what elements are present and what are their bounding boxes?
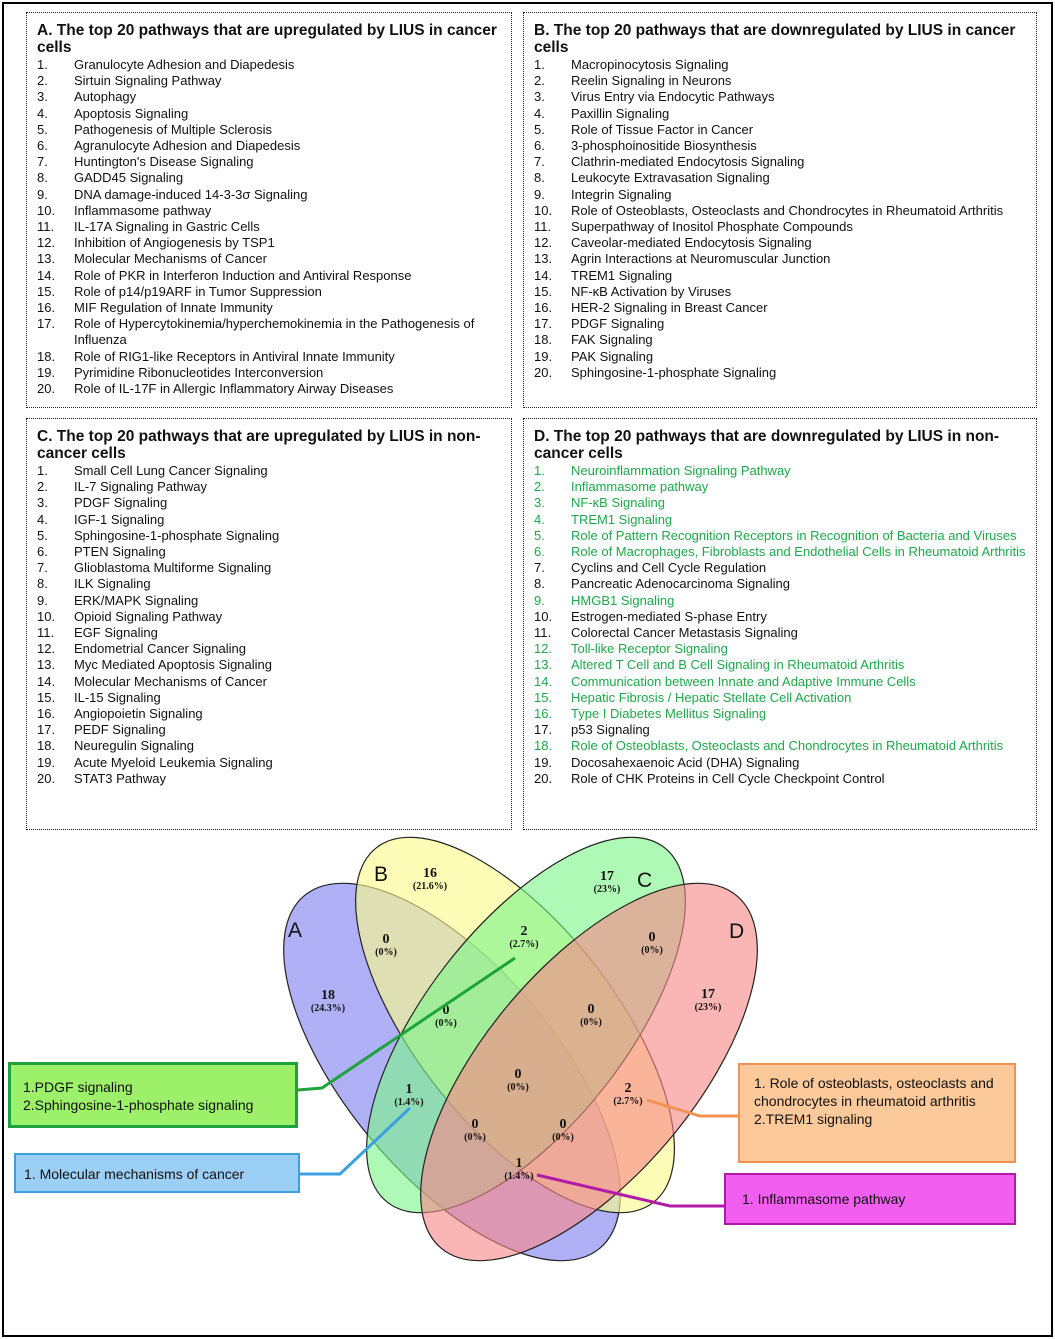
panel-a-title: A. The top 20 pathways that are upregulated by LIUS in cancer cells bbox=[37, 22, 497, 56]
list-item-number: 13. bbox=[534, 251, 553, 267]
list-item-number: 17. bbox=[534, 722, 553, 738]
list-item-number: 4. bbox=[534, 105, 545, 121]
list-item-text: PAK Signaling bbox=[571, 348, 654, 364]
list-item-text: Angiopoietin Signaling bbox=[74, 706, 203, 722]
list-item-number: 6. bbox=[37, 138, 48, 154]
list-item-text: DNA damage-induced 14-3-3σ Signaling bbox=[74, 186, 308, 202]
list-item-number: 3. bbox=[534, 89, 545, 105]
list-item-text: Sirtuin Signaling Pathway bbox=[74, 73, 222, 89]
list-item-text: Glioblastoma Multiforme Signaling bbox=[74, 560, 272, 576]
list-item-number: 4. bbox=[37, 511, 48, 527]
list-item-number: 12. bbox=[534, 235, 553, 251]
list-item-text: GADD45 Signaling bbox=[74, 170, 184, 186]
venn-ellipses bbox=[224, 786, 818, 1316]
callout-magenta bbox=[724, 1173, 1016, 1225]
region-ab-pct: (0%) bbox=[375, 947, 397, 958]
region-bd-pct: (2.7%) bbox=[613, 1096, 643, 1107]
list-item-text: Inflammasome pathway bbox=[571, 479, 709, 495]
list-item-number: 5. bbox=[534, 527, 545, 543]
list-item-number: 11. bbox=[37, 625, 55, 641]
list-item-number: 3. bbox=[37, 495, 48, 511]
region-abc-count: 0 bbox=[442, 1003, 450, 1018]
region-b-count: 16 bbox=[423, 866, 437, 881]
callout-blue bbox=[14, 1153, 300, 1193]
list-item-text: Inhibition of Angiogenesis by TSP1 bbox=[74, 235, 275, 251]
list-item-number: 11. bbox=[534, 625, 552, 641]
list-item-text: PTEN Signaling bbox=[74, 544, 166, 560]
list-item-number: 18. bbox=[534, 738, 553, 754]
list-item-number: 19. bbox=[37, 364, 56, 380]
region-abcd-pct: (0%) bbox=[507, 1082, 529, 1093]
panel-c-title: C. The top 20 pathways that are upregulated by LIUS in non-cancer cells bbox=[37, 428, 481, 462]
list-item-number: 20. bbox=[534, 364, 553, 380]
list-item-text: Colorectal Cancer Metastasis Signaling bbox=[571, 625, 798, 641]
callout-green-text: 1.PDGF signaling 2.Sphingosine-1-phosphate signaling bbox=[23, 1079, 254, 1113]
list-item-text: Clathrin-mediated Endocytosis Signaling bbox=[571, 154, 805, 170]
list-item-text: Opioid Signaling Pathway bbox=[74, 608, 223, 624]
list-item-text: Type I Diabetes Mellitus Signaling bbox=[571, 706, 767, 722]
callout-magenta-text: 1. Inflammasome pathway bbox=[742, 1191, 906, 1207]
list-item-text: Estrogen-mediated S-phase Entry bbox=[571, 608, 767, 624]
list-item-number: 17. bbox=[37, 316, 56, 332]
region-ad-count: 1 bbox=[515, 1156, 523, 1171]
list-item-number: 16. bbox=[534, 300, 553, 316]
list-item-text: Role of Pattern Recognition Receptors in Recognition of Bacteria and Viruses bbox=[571, 527, 1017, 543]
region-d-pct: (23%) bbox=[694, 1002, 722, 1013]
list-item-text: IL-17A Signaling in Gastric Cells bbox=[74, 219, 260, 235]
list-item-number: 6. bbox=[37, 544, 48, 560]
list-item-text: Toll-like Receptor Signaling bbox=[571, 641, 728, 657]
list-item-text: Reelin Signaling in Neurons bbox=[571, 73, 732, 89]
list-item-text: Sphingosine-1-phosphate Signaling bbox=[74, 527, 280, 543]
list-item-text: Sphingosine-1-phosphate Signaling bbox=[571, 364, 777, 380]
list-item-number: 19. bbox=[534, 348, 553, 364]
region-d-count: 17 bbox=[701, 987, 715, 1002]
venn-label-c: C bbox=[637, 869, 653, 892]
region-abd-pct: (0%) bbox=[552, 1132, 574, 1143]
list-item-number: 15. bbox=[534, 689, 553, 705]
list-item-text: Integrin Signaling bbox=[571, 186, 672, 202]
list-item-text: TREM1 Signaling bbox=[571, 267, 673, 283]
region-a-count: 18 bbox=[321, 988, 335, 1003]
list-item-text: Pathogenesis of Multiple Sclerosis bbox=[74, 121, 272, 137]
list-item-text: ILK Signaling bbox=[74, 576, 151, 592]
list-item-number: 14. bbox=[534, 267, 553, 283]
list-item-text: Role of PKR in Interferon Induction and Antiviral Response bbox=[74, 267, 412, 283]
list-item-number: 1. bbox=[37, 57, 48, 72]
list-item-text: Endometrial Cancer Signaling bbox=[74, 641, 246, 657]
list-item-text: Autophagy bbox=[74, 89, 137, 105]
region-bc-count: 2 bbox=[520, 924, 528, 939]
list-item-text: PDGF Signaling bbox=[571, 316, 665, 332]
region-b-pct: (21.6%) bbox=[412, 881, 448, 892]
list-item-number: 3. bbox=[37, 89, 48, 105]
list-item-number: 9. bbox=[534, 186, 545, 202]
list-item-text: Role of CHK Proteins in Cell Cycle Checkpoint Control bbox=[571, 770, 885, 786]
callout-blue-text: 1. Molecular mechanisms of cancer bbox=[24, 1166, 245, 1182]
list-item-text: Docosahexaenoic Acid (DHA) Signaling bbox=[571, 754, 800, 770]
panel-d-title: D. The top 20 pathways that are downregulated by LIUS in non-cancer cells bbox=[534, 428, 1000, 462]
list-item-text: Role of p14/p19ARF in Tumor Suppression bbox=[74, 283, 322, 299]
list-item-number: 17. bbox=[534, 316, 553, 332]
list-item-text: IL-7 Signaling Pathway bbox=[74, 479, 207, 495]
list-item-number: 2. bbox=[534, 479, 545, 495]
list-item-number: 16. bbox=[37, 300, 56, 316]
list-item-text: PEDF Signaling bbox=[74, 722, 166, 738]
list-item-text: TREM1 Signaling bbox=[571, 511, 673, 527]
list-item-text: Leukocyte Extravasation Signaling bbox=[571, 170, 770, 186]
list-item-text: Inflammasome pathway bbox=[74, 202, 212, 218]
list-item-number: 18. bbox=[37, 738, 56, 754]
list-item-text: Caveolar-mediated Endocytosis Signaling bbox=[571, 235, 812, 251]
list-item-text: Molecular Mechanisms of Cancer bbox=[74, 251, 267, 267]
list-item-number: 2. bbox=[37, 479, 48, 495]
list-item-number: 14. bbox=[37, 267, 56, 283]
list-item-number: 14. bbox=[534, 673, 553, 689]
list-item-text: Virus Entry via Endocytic Pathways bbox=[571, 89, 775, 105]
region-bcd-pct: (0%) bbox=[580, 1017, 602, 1028]
venn-label-a: A bbox=[288, 919, 303, 942]
list-item-number: 8. bbox=[534, 170, 545, 186]
venn-label-d: D bbox=[729, 920, 745, 943]
region-bcd-count: 0 bbox=[587, 1002, 595, 1017]
list-item-number: 18. bbox=[534, 332, 553, 348]
list-item-number: 6. bbox=[534, 544, 545, 560]
region-ac-pct: (1.4%) bbox=[394, 1097, 424, 1108]
list-item-number: 13. bbox=[37, 251, 56, 267]
region-bd-count: 2 bbox=[624, 1081, 632, 1096]
region-c-count: 17 bbox=[600, 869, 614, 884]
list-item-number: 7. bbox=[534, 560, 545, 576]
list-item-text: MIF Regulation of Innate Immunity bbox=[74, 300, 273, 316]
list-item-number: 16. bbox=[534, 706, 553, 722]
list-item-number: 7. bbox=[37, 154, 48, 170]
region-acd-count: 0 bbox=[471, 1117, 479, 1132]
list-item-number: 9. bbox=[37, 186, 48, 202]
list-item-number: 17. bbox=[37, 722, 56, 738]
list-item-text: NF-κB Activation by Viruses bbox=[571, 283, 732, 299]
list-item-text: Role of Osteoblasts, Osteoclasts and Chondrocytes in Rheumatoid Arthritis bbox=[571, 738, 1004, 754]
list-item-text: Agranulocyte Adhesion and Diapedesis bbox=[74, 138, 301, 154]
list-item-number: 20. bbox=[37, 770, 56, 786]
list-item-text: Huntington's Disease Signaling bbox=[74, 154, 254, 170]
list-item-text: Neuregulin Signaling bbox=[74, 738, 194, 754]
region-cd-pct: (0%) bbox=[641, 945, 663, 956]
list-item-number: 7. bbox=[37, 560, 48, 576]
list-item-number: 10. bbox=[534, 608, 553, 624]
list-item-number: 11. bbox=[534, 219, 552, 235]
list-item-text: Small Cell Lung Cancer Signaling bbox=[74, 463, 268, 478]
list-item-number: 2. bbox=[37, 73, 48, 89]
list-item-number: 12. bbox=[37, 235, 56, 251]
list-item-text: Acute Myeloid Leukemia Signaling bbox=[74, 754, 273, 770]
list-item-text: NF-κB Signaling bbox=[571, 495, 665, 511]
list-item-number: 9. bbox=[534, 592, 545, 608]
list-item-number: 8. bbox=[534, 576, 545, 592]
list-item-number: 10. bbox=[534, 202, 553, 218]
region-c-pct: (23%) bbox=[593, 884, 621, 895]
list-item-text: Communication between Innate and Adaptive Immune Cells bbox=[571, 673, 916, 689]
list-item-text: Cyclins and Cell Cycle Regulation bbox=[571, 560, 767, 576]
list-item-number: 12. bbox=[37, 641, 56, 657]
list-item-text: Myc Mediated Apoptosis Signaling bbox=[74, 657, 273, 673]
list-item-number: 7. bbox=[534, 154, 545, 170]
list-item-text: Macropinocytosis Signaling bbox=[571, 57, 729, 72]
region-ac-count: 1 bbox=[405, 1082, 413, 1097]
list-item-number: 20. bbox=[534, 770, 553, 786]
list-item-text: EGF Signaling bbox=[74, 625, 158, 641]
list-item-text: Pancreatic Adenocarcinoma Signaling bbox=[571, 576, 790, 592]
list-item-text: p53 Signaling bbox=[571, 722, 650, 738]
list-item-text: Altered T Cell and B Cell Signaling in Rheumatoid Arthritis bbox=[571, 657, 905, 673]
region-acd-pct: (0%) bbox=[464, 1132, 486, 1143]
list-item-number: 4. bbox=[534, 511, 545, 527]
list-item-number: 1. bbox=[37, 463, 48, 478]
list-item-number: 1. bbox=[534, 463, 545, 478]
list-item-number: 5. bbox=[37, 527, 48, 543]
list-item-text: Paxillin Signaling bbox=[571, 105, 670, 121]
list-item-text: Role of RIG1-like Receptors in Antiviral Innate Immunity bbox=[74, 348, 395, 364]
region-abd-count: 0 bbox=[559, 1117, 567, 1132]
list-item-number: 19. bbox=[534, 754, 553, 770]
list-item-text: 3-phosphoinositide Biosynthesis bbox=[571, 138, 757, 154]
list-item-text: Role of Tissue Factor in Cancer bbox=[571, 121, 754, 137]
list-item-number: 13. bbox=[37, 657, 56, 673]
venn-label-b: B bbox=[374, 863, 389, 886]
list-item-text: Hepatic Fibrosis / Hepatic Stellate Cell Activation bbox=[571, 689, 852, 705]
list-item-text: Neuroinflammation Signaling Pathway bbox=[571, 463, 791, 478]
list-item-text: Superpathway of Inositol Phosphate Compounds bbox=[571, 219, 853, 235]
list-item-text: Molecular Mechanisms of Cancer bbox=[74, 673, 267, 689]
list-item-number: 5. bbox=[534, 121, 545, 137]
list-item-number: 13. bbox=[534, 657, 553, 673]
callout-orange-text: 1. Role of osteoblasts, osteoclasts and chondrocytes in rheumatoid arthritis 2.TREM1 signaling bbox=[754, 1075, 994, 1127]
list-item-number: 10. bbox=[37, 202, 56, 218]
list-item-number: 11. bbox=[37, 219, 55, 235]
list-item-number: 1. bbox=[534, 57, 545, 72]
list-item-number: 12. bbox=[534, 641, 553, 657]
list-item-number: 4. bbox=[37, 105, 48, 121]
list-item-number: 8. bbox=[37, 170, 48, 186]
list-item-number: 14. bbox=[37, 673, 56, 689]
list-item-text: HER-2 Signaling in Breast Cancer bbox=[571, 300, 768, 316]
list-item-number: 16. bbox=[37, 706, 56, 722]
region-ad-pct: (1.4%) bbox=[504, 1171, 534, 1182]
list-item-text: Pyrimidine Ribonucleotides Interconversion bbox=[74, 364, 324, 380]
list-item-number: 18. bbox=[37, 348, 56, 364]
list-item-text: Role of Macrophages, Fibroblasts and Endothelial Cells in Rheumatoid Arthritis bbox=[571, 544, 1026, 560]
list-item-number: 20. bbox=[37, 381, 56, 397]
list-item-number: 5. bbox=[37, 121, 48, 137]
list-item-number: 15. bbox=[37, 283, 56, 299]
list-item-text: STAT3 Pathway bbox=[74, 770, 166, 786]
callout-orange bbox=[738, 1063, 1016, 1163]
region-ab-count: 0 bbox=[382, 932, 390, 947]
list-item-text: HMGB1 Signaling bbox=[571, 592, 675, 608]
list-item-text: Role of IL-17F in Allergic Inflammatory Airway Diseases bbox=[74, 381, 394, 397]
region-cd-count: 0 bbox=[648, 930, 656, 945]
region-abc-pct: (0%) bbox=[435, 1018, 457, 1029]
list-item-text: Role of Hypercytokinemia/hyperchemokinemia in the Pathogenesis of Influenza bbox=[74, 316, 475, 348]
list-item-number: 10. bbox=[37, 608, 56, 624]
list-item-number: 2. bbox=[534, 73, 545, 89]
list-item-number: 8. bbox=[37, 576, 48, 592]
list-item-number: 15. bbox=[37, 689, 56, 705]
callout-green bbox=[8, 1062, 298, 1128]
list-item-text: ERK/MAPK Signaling bbox=[74, 592, 199, 608]
list-item-text: IL-15 Signaling bbox=[74, 689, 161, 705]
list-item-text: FAK Signaling bbox=[571, 332, 653, 348]
list-item-text: IGF-1 Signaling bbox=[74, 511, 165, 527]
list-item-number: 6. bbox=[534, 138, 545, 154]
list-item-text: Agrin Interactions at Neuromuscular Junction bbox=[571, 251, 831, 267]
list-item-text: Role of Osteoblasts, Osteoclasts and Chondrocytes in Rheumatoid Arthritis bbox=[571, 202, 1004, 218]
list-item-number: 9. bbox=[37, 592, 48, 608]
list-item-number: 19. bbox=[37, 754, 56, 770]
region-a-pct: (24.3%) bbox=[310, 1003, 346, 1014]
panel-b-title: B. The top 20 pathways that are downregulated by LIUS in cancer cells bbox=[534, 22, 1016, 56]
list-item-text: Apoptosis Signaling bbox=[74, 105, 189, 121]
list-item-text: PDGF Signaling bbox=[74, 495, 168, 511]
region-bc-pct: (2.7%) bbox=[509, 939, 539, 950]
region-abcd-count: 0 bbox=[514, 1067, 522, 1082]
list-item-number: 3. bbox=[534, 495, 545, 511]
list-item-text: Granulocyte Adhesion and Diapedesis bbox=[74, 57, 295, 72]
list-item-number: 15. bbox=[534, 283, 553, 299]
